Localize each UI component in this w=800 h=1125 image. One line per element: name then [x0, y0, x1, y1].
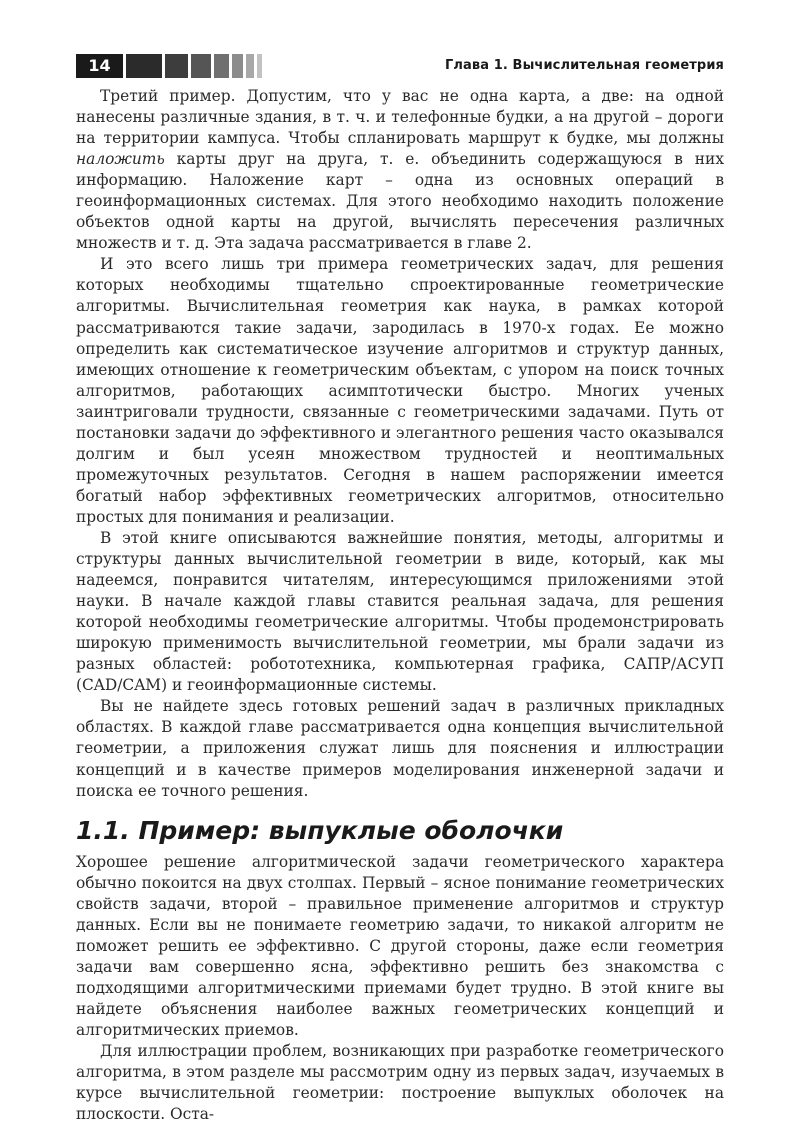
page-header	[76, 54, 724, 78]
paragraph-two-pillars: Хорошее решение алгоритмической задачи геометрического характера обычно покоится на двух столпах. Первый – ясное понимание геометрических свойств задачи, второй – правильное применение алгоритмов и структур данных. Если вы не понимаете геометрию задачи, то никакой алгоритм не поможет решить ее эффективно. С другой стороны, даже если геометрия задачи вам совершенно ясна, эффективно решить без знакомства с подходящими алгоритмическими приемами будет трудно. В этой книге вы найдете объяснения наиболее важных геометрических концепций и алгоритмических приемов.	[76, 852, 724, 1039]
paragraph-text: карты друг на друга, т. е. объединить содержащуюся в них информацию. Наложение карт – одна из основных операций в геоинформационных системах. Для этого необходимо находить положение объектов одной карты на другой, вычислять пересечения различных множеств и т. д. Эта задача рассматривается в главе 2.	[76, 150, 724, 253]
section-title: 1.1. Пример: выпуклые оболочки	[76, 815, 564, 845]
page-number: 14	[88, 56, 111, 75]
header-bar-2	[165, 54, 188, 78]
paragraph-computational-geometry: И это всего лишь три примера геометрических задач, для решения которых необходимы тщательно спроектированные геометрические алгоритмы. Вычислительная геометрия как наука, в рамках которой рассматриваются такие задачи, зародилась в 1970-х годах. Ее можно определить как систематическое изучение алгоритмов и структур данных, имеющих отношение к геометрическим объектам, с упором на поиск точных алгоритмов, работающих асимптотически быстро. Многих ученых заинтриговали трудности, связанные с геометрическими задачами. Путь от постановки задачи до эффективного и элегантного решения часто оказывался долгим и был усеян множеством трудностей и неоптимальных промежуточных результатов. Сегодня в нашем распоряжении имеется богатый набор эффективных геометрических алгоритмов, относительно простых для понимания и реализации.	[76, 255, 724, 526]
header-bar-4	[214, 54, 229, 78]
page-body	[76, 86, 724, 1125]
paragraph-no-ready-solutions: Вы не найдете здесь готовых решений задач в различных прикладных областях. В каждой главе рассматривается одна концепция вычислительной геометрии, а приложения служат лишь для пояснения и иллюстрации концепций и в качестве примеров моделирования инженерной задачи и поиска ее точного решения.	[76, 697, 724, 800]
emphasis-overlay: наложить	[76, 150, 165, 169]
header-bar-6	[246, 54, 254, 78]
header-bar-5	[232, 54, 243, 78]
header-bar-1	[126, 54, 162, 78]
header-bar-7	[257, 54, 262, 78]
paragraph-convex-hull-intro: Для иллюстрации проблем, возникающих при разработке геометрического алгоритма, в этом разделе мы рассмотрим одну из первых задач, изучаемых в курсе вычислительной геометрии: построение выпуклых оболочек на плоскости. Оста-	[76, 1042, 724, 1124]
page-number-block	[76, 54, 123, 78]
running-title: Глава 1. Вычислительная геометрия	[445, 58, 724, 73]
paragraph-map-overlay	[76, 86, 724, 254]
header-bar-3	[191, 54, 211, 78]
paragraph-book-overview: В этой книге описываются важнейшие понятия, методы, алгоритмы и структуры данных вычислительной геометрии в виде, который, как мы надеемся, понравится читателям, интересующимся приложениями этой науки. В начале каждой главы ставится реальная задача, для решения которой необходимы геометрические алгоритмы. Чтобы продемонстрировать широкую применимость вычислительной геометрии, мы брали задачи из разных областей: робототехника, компьютерная графика, САПР/АСУП (CAD/CAM) и геоинформационные системы.	[76, 528, 724, 695]
paragraph-text: Третий пример. Допустим, что у вас не одна карта, а две: на одной нанесены различные здания, в т. ч. и телефонные будки, а на другой – дороги на территории кампуса. Чтобы спланировать маршрут к будке, мы должны	[76, 87, 724, 148]
